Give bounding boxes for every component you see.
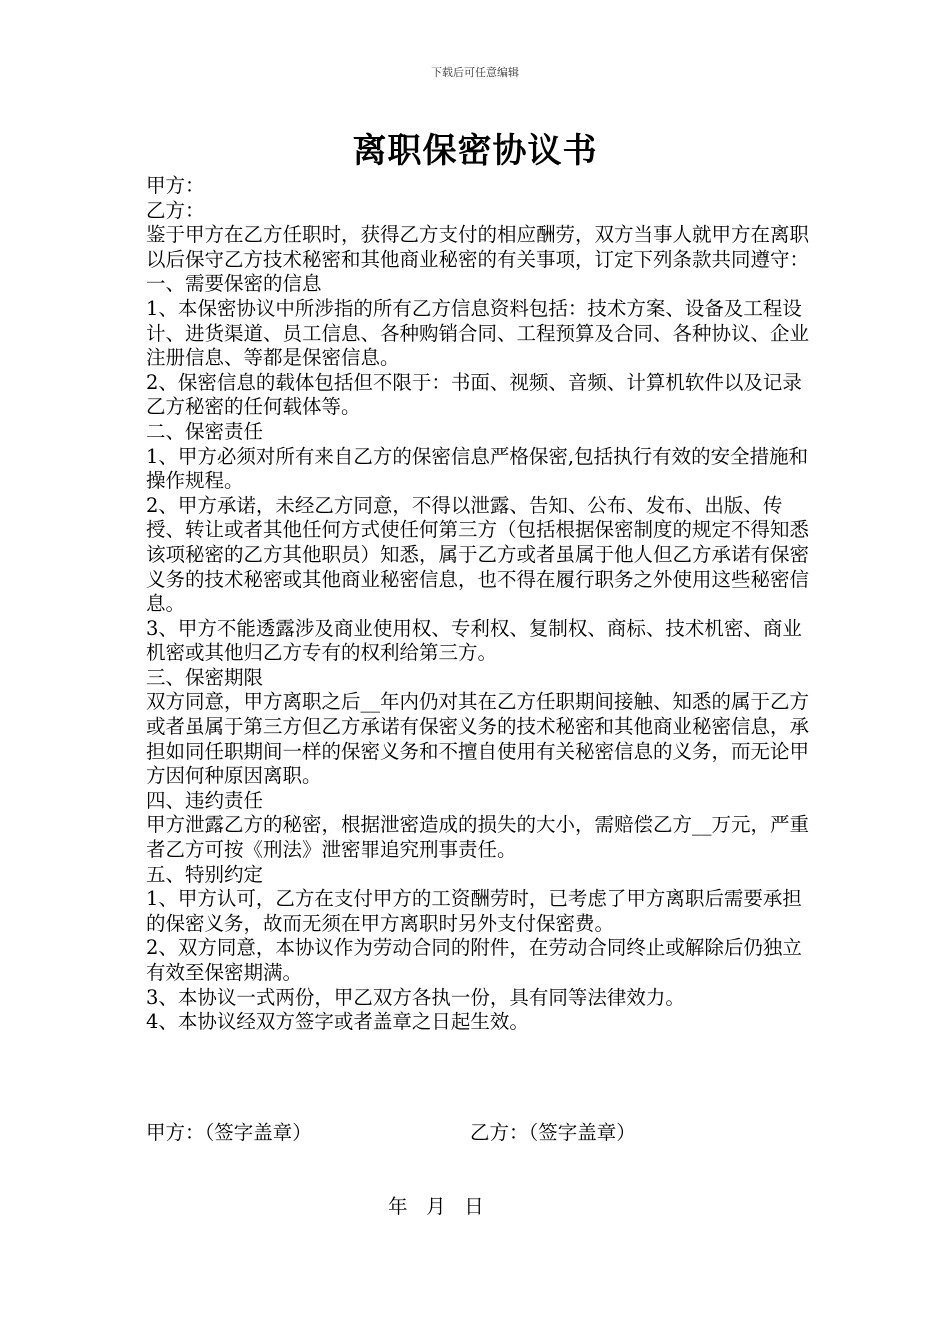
section-3-heading: 三、保密期限 [146,665,264,689]
section-5-clause-1: 1、甲方认可，乙方在支付甲方的工资酬劳时，已考虑了甲方离职后需要承担的保密义务，故而无须在甲方离职时另外支付保密费。 [146,887,802,935]
section-5-clause-3: 3、本协议一式两份，甲乙双方各执一份，具有同等法律效力。 [146,985,685,1009]
section-1-clause-2: 2、保密信息的载体包括但不限于：书面、视频、音频、计算机软件以及记录乙方秘密的任何载体等。 [146,370,802,419]
section-2-clause-1: 1、甲方必须对所有来自乙方的保密信息严格保密,包括执行有效的安全措施和操作规程。 [146,444,809,493]
section-5-heading: 五、特别约定 [146,862,264,886]
section-2-clause-2: 2、甲方承诺，未经乙方同意，不得以泄露、告知、公布、发布、出版、传授、转让或者其他任何方式使任何第三方（包括根据保密制度的规定不得知悉该项秘密的乙方其他职员）知悉，属于乙方或者虽属于他人但乙方承诺有保密义务的技术秘密或其他商业秘密信息，也不得在履行职务之外使用这些秘密信息。 [146,493,810,616]
section-2-heading: 二、保密责任 [146,419,264,443]
section-1-heading: 一、需要保密的信息 [146,272,322,296]
party-b-signature: 乙方：（签字盖章） [470,1121,636,1144]
section-5-clause-2: 2、双方同意，本协议作为劳动合同的附件，在劳动合同终止或解除后仍独立有效至保密期满。 [146,936,802,984]
party-b-label: 乙方： [146,198,205,222]
document-body [146,174,818,1035]
preamble-paragraph: 鉴于甲方在乙方任职时，获得乙方支付的相应酬劳，双方当事人就甲方在离职以后保守乙方技术秘密和其他商业秘密的有关事项，订定下列条款共同遵守： [146,223,810,271]
party-a-signature: 甲方：（签字盖章） [146,1121,312,1144]
page-header-note: 下载后可任意编辑 [431,66,519,79]
section-5-clause-4: 4、本协议经双方签字或者盖章之日起生效。 [146,1010,529,1034]
section-4-heading: 四、违约责任 [146,788,264,812]
signature-date: 年 月 日 [388,1195,484,1218]
section-3-clause-1: 双方同意，甲方离职之后__年内仍对其在乙方任职期间接触、知悉的属于乙方或者虽属于第三方但乙方承诺有保密义务的技术秘密和其他商业秘密信息，承担如同任职期间一样的保密义务和不擅自使用有关秘密信息的义务，而无论甲方因何种原因离职。 [146,690,810,788]
section-1-clause-1: 1、本保密协议中所涉指的所有乙方信息资料包括：技术方案、设备及工程设计、进货渠道、员工信息、各种购销合同、工程预算及合同、各种协议、企业注册信息、等都是保密信息。 [146,296,810,370]
party-a-label: 甲方： [146,174,205,197]
document-title: 离职保密协议书 [352,131,598,171]
section-4-clause-1: 甲方泄露乙方的秘密，根据泄密造成的损失的大小，需赔偿乙方__万元，严重者乙方可按《刑法》泄密罪追究刑事责任。 [146,813,810,862]
section-2-clause-3: 3、甲方不能透露涉及商业使用权、专利权、复制权、商标、技术机密、商业机密或其他归乙方专有的权利给第三方。 [146,616,802,665]
